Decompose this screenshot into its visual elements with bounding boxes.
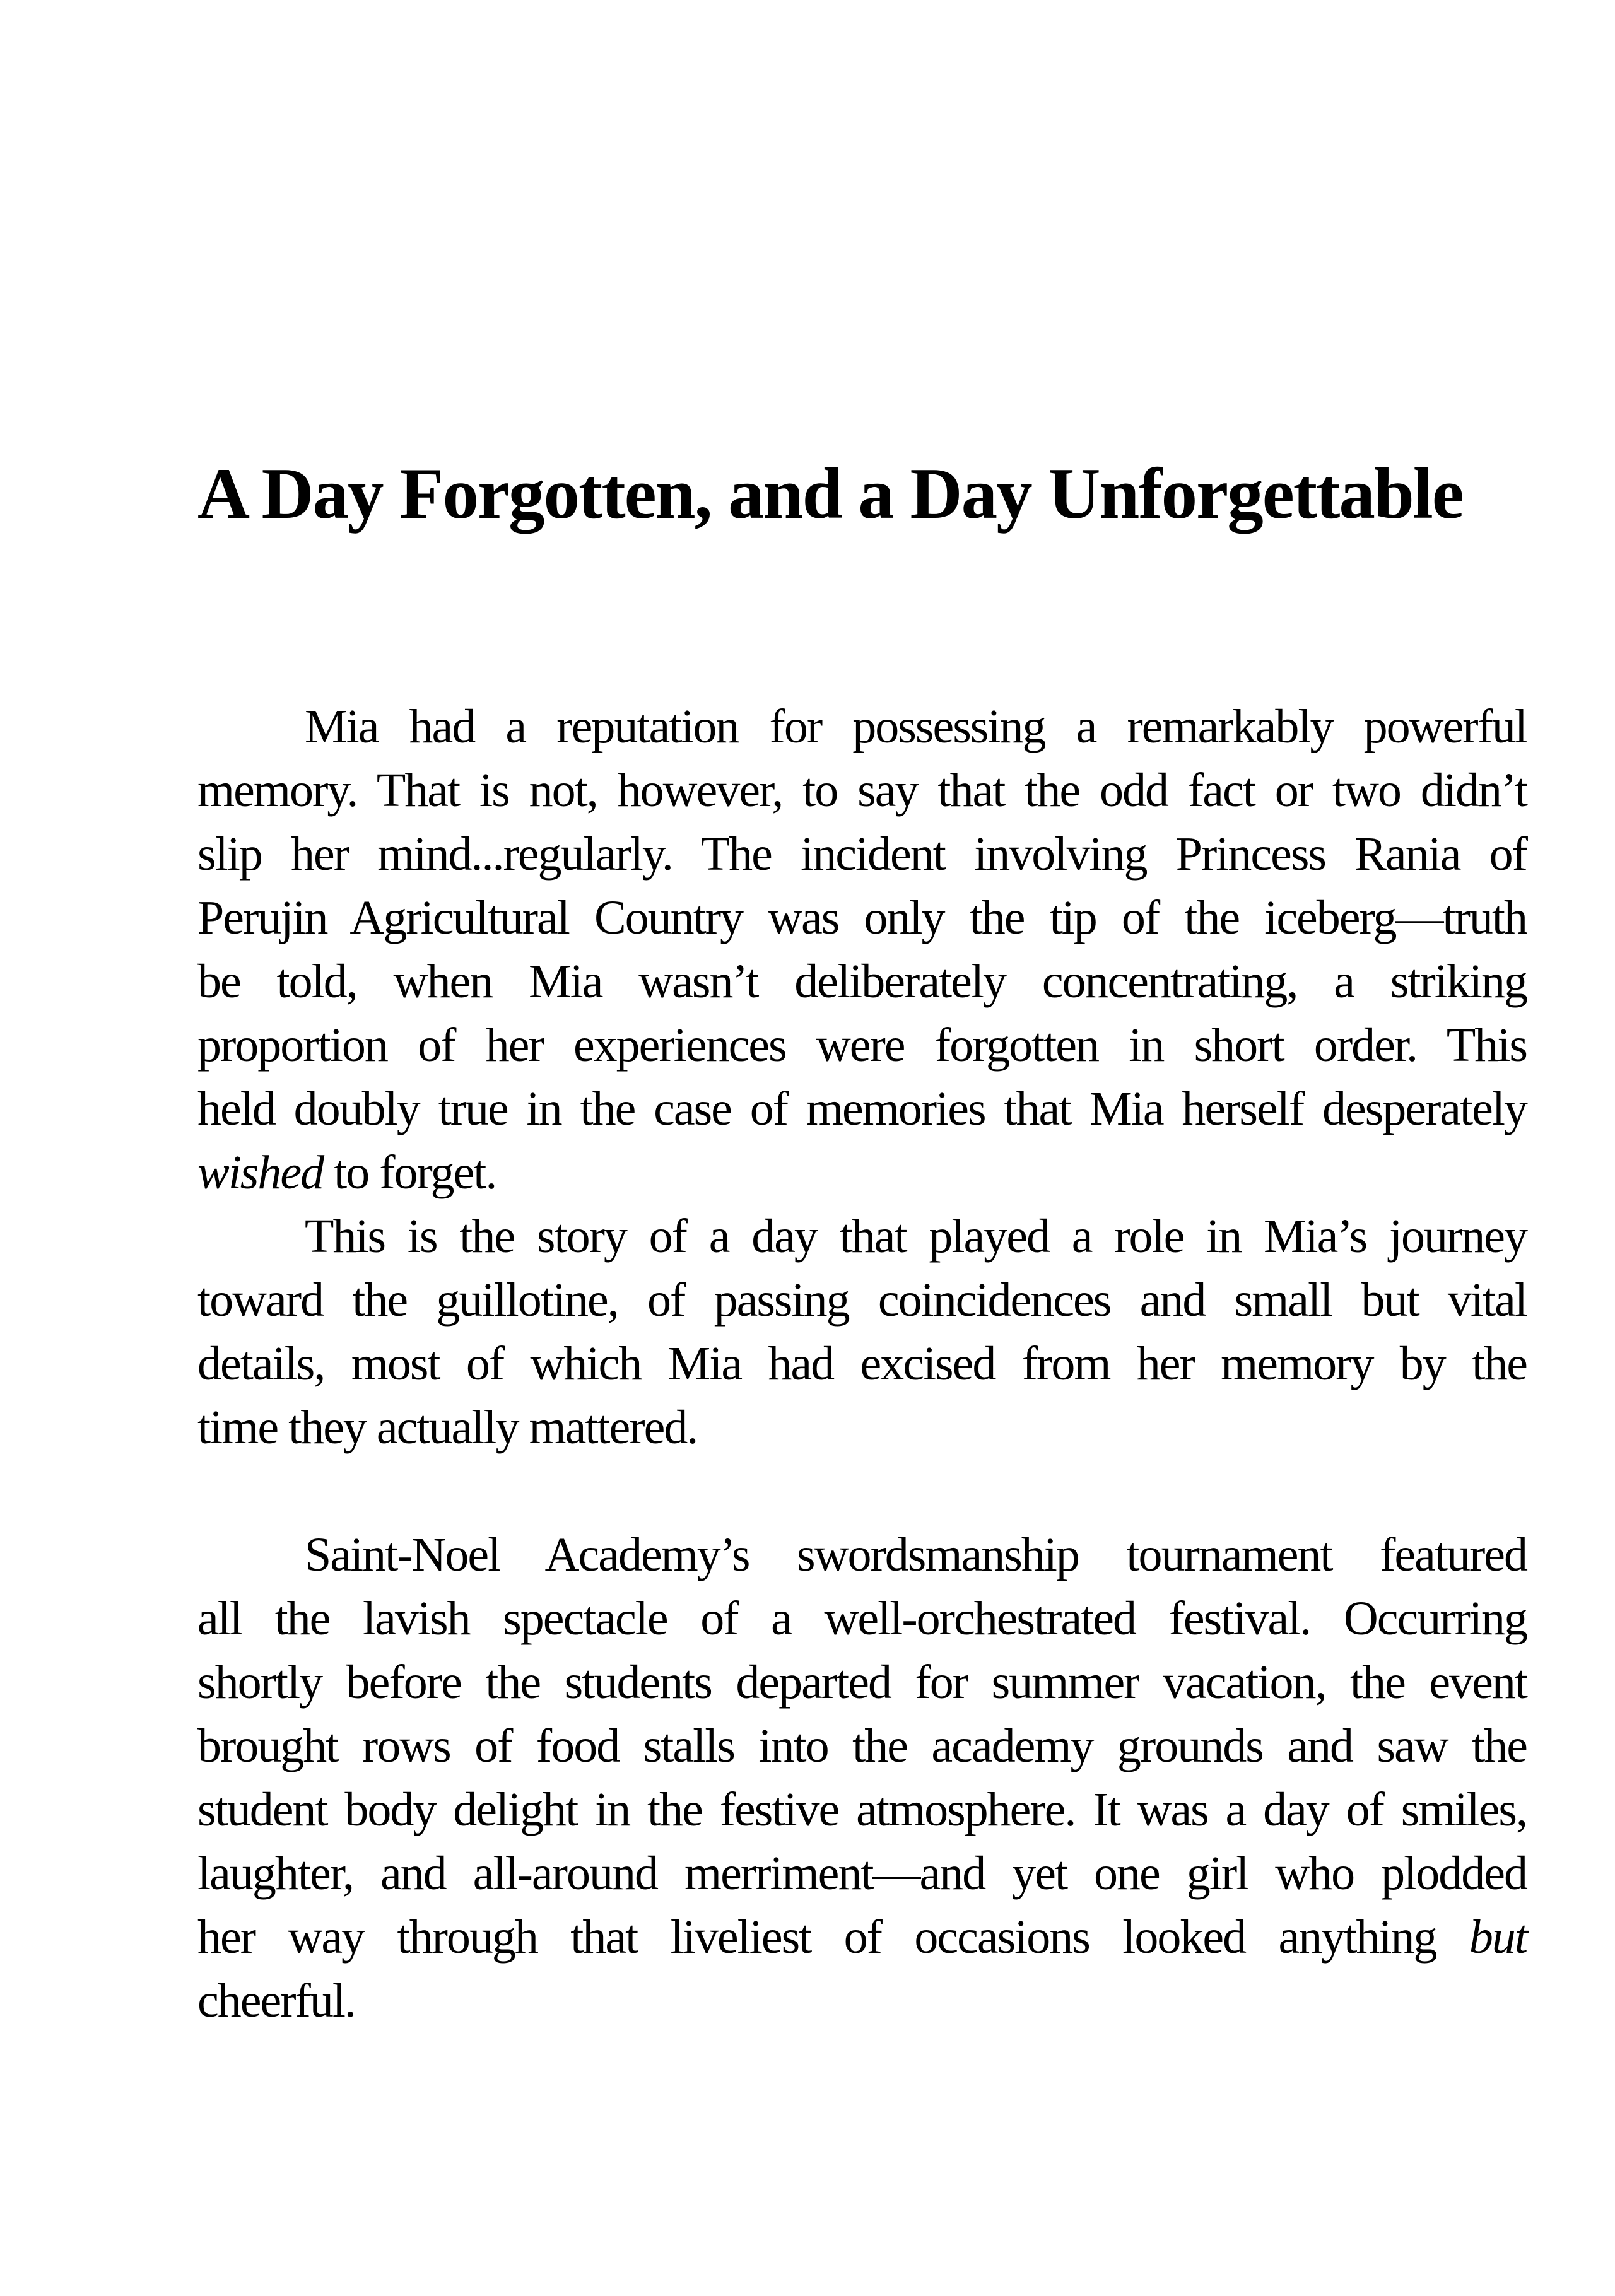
- text-line: laughter, and all-around merriment—and yet one girl who plodded: [197, 1847, 1527, 1900]
- paragraph: [197, 1205, 1527, 1460]
- text-line: her way through that liveliest of occasions looked anything but: [197, 1911, 1527, 1964]
- text-line: Perujin Agricultural Country was only the tip of the iceberg—truth: [197, 891, 1527, 944]
- text-line: student body delight in the festive atmosphere. It was a day of smiles,: [197, 1783, 1527, 1836]
- text-line: details, most of which Mia had excised from her memory by the: [197, 1337, 1527, 1390]
- chapter-body: [197, 695, 1527, 2033]
- text-line: shortly before the students departed for summer vacation, the event: [197, 1656, 1527, 1709]
- text-line: held doubly true in the case of memories that Mia herself desperately: [197, 1082, 1527, 1135]
- text-line: be told, when Mia wasn’t deliberately concentrating, a striking: [197, 955, 1527, 1008]
- text-line: This is the story of a day that played a role in Mia’s journey: [305, 1210, 1527, 1263]
- text-line: slip her mind...regularly. The incident involving Princess Rania of: [197, 828, 1527, 881]
- paragraph: [197, 1523, 1527, 2033]
- paragraph: [197, 695, 1527, 1205]
- text-line: time they actually mattered.: [197, 1401, 698, 1454]
- text-line: proportion of her experiences were forgotten in short order. This: [197, 1019, 1527, 1072]
- emphasis-text: wished: [197, 1146, 324, 1199]
- text-line: Mia had a reputation for possessing a remarkably powerful: [305, 700, 1527, 753]
- text-line: Saint-Noel Academy’s swordsmanship tournament featured: [305, 1528, 1527, 1581]
- chapter-title: A Day Forgotten, and a Day Unforgettable: [197, 454, 1463, 534]
- text-line: toward the guillotine, of passing coincidences and small but vital: [197, 1274, 1527, 1327]
- text-line: brought rows of food stalls into the academy grounds and saw the: [197, 1719, 1527, 1772]
- text-line: all the lavish spectacle of a well-orchestrated festival. Occurring: [197, 1592, 1527, 1645]
- text-line: memory. That is not, however, to say that the odd fact or two didn’t: [197, 764, 1527, 817]
- emphasis-text: but: [1469, 1911, 1527, 1964]
- text-line: wished to forget.: [197, 1146, 496, 1199]
- text-line: cheerful.: [197, 1974, 355, 2027]
